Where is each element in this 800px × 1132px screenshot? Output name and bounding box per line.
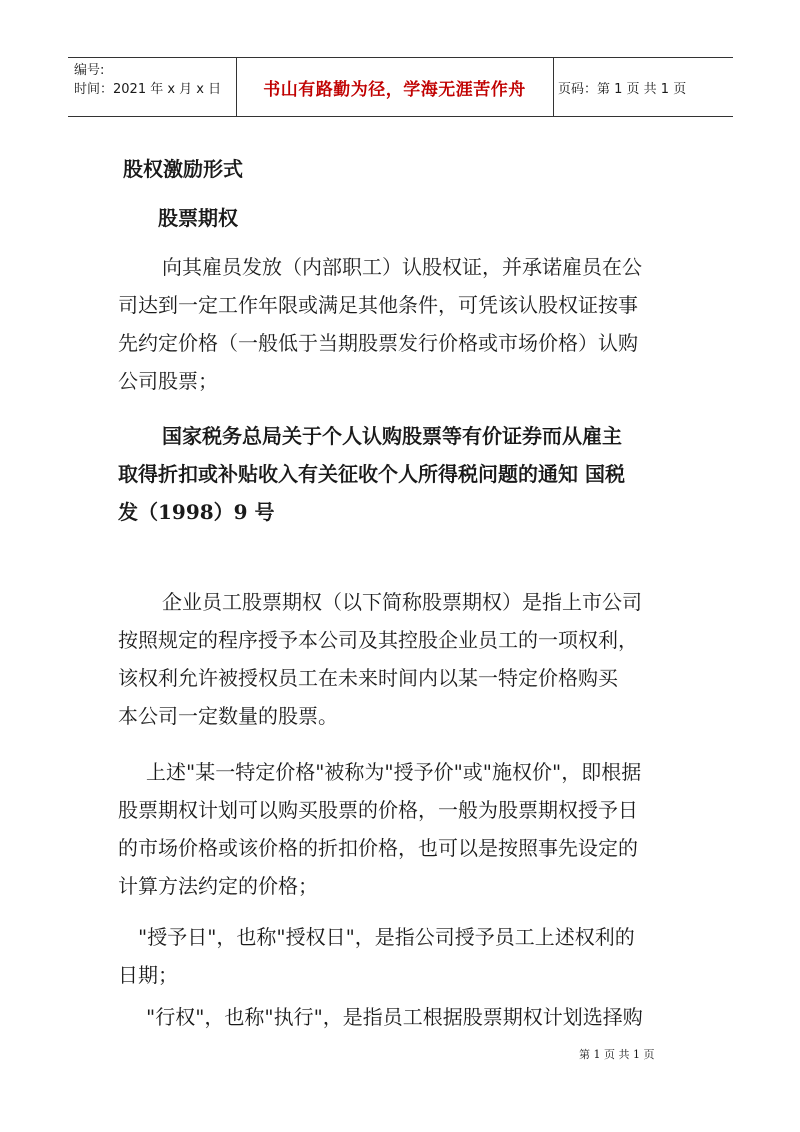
document-title: 股权激励形式 (123, 157, 243, 181)
document-number-label: 编号: (74, 63, 105, 78)
text-line: 股票期权计划可以购买股票的价格，一般为股票期权授予日 (118, 798, 638, 822)
text-line: 上述"某一特定价格"被称为"授予价"或"施权价"，即根据 (146, 760, 642, 784)
text-line: 司达到一定工作年限或满足其他条件，可凭该认股权证按事 (118, 293, 638, 317)
text-line: "行权"，也称"执行"，是指员工根据股票期权计划选择购 (146, 1005, 643, 1029)
text-line: 的市场价格或该价格的折扣价格，也可以是按照事先设定的 (118, 836, 638, 860)
paragraph-exercise (118, 998, 688, 1036)
paragraph-definition (118, 248, 688, 400)
text-line: 按照规定的程序授予本公司及其控股企业员工的一项权利， (118, 628, 638, 652)
paragraph-grant-price (118, 753, 688, 905)
text-line: 取得折扣或补贴收入有关征收个人所得税问题的通知 国税 (118, 462, 625, 486)
text-line: 先约定价格（一般低于当期股票发行价格或市场价格）认购 (118, 331, 638, 355)
text-line: 计算方法约定的价格； (118, 874, 318, 898)
section-heading: 股票期权 (158, 206, 238, 230)
header-meta (74, 61, 221, 99)
notice-title (118, 417, 688, 531)
text-line: 发（1998）9 号 (118, 500, 275, 524)
text-line: "授予日"，也称"授权日"，是指公司授予员工上述权利的 (138, 925, 635, 949)
header-divider (553, 58, 554, 116)
paragraph-grant-date (118, 918, 688, 994)
text-line: 国家税务总局关于个人认购股票等有价证券而从雇主 (162, 424, 622, 448)
text-line: 本公司一定数量的股票。 (118, 704, 338, 728)
header-page-info: 页码：第 1 页 共 1 页 (558, 81, 687, 97)
text-line: 日期； (118, 963, 178, 987)
page-header (68, 57, 733, 117)
page-footer: 第 1 页 共 1 页 (579, 1048, 655, 1061)
document-time-label: 时间：2021 年 x 月 x 日 (74, 82, 222, 97)
text-line: 公司股票； (118, 369, 218, 393)
header-motto: 书山有路勤为径，学海无涯苦作舟 (263, 79, 526, 100)
text-line: 企业员工股票期权（以下简称股票期权）是指上市公司 (162, 590, 642, 614)
paragraph-stock-option (118, 583, 688, 735)
text-line: 向其雇员发放（内部职工）认股权证，并承诺雇员在公 (162, 255, 642, 279)
text-line: 该权利允许被授权员工在未来时间内以某一特定价格购买 (118, 666, 618, 690)
